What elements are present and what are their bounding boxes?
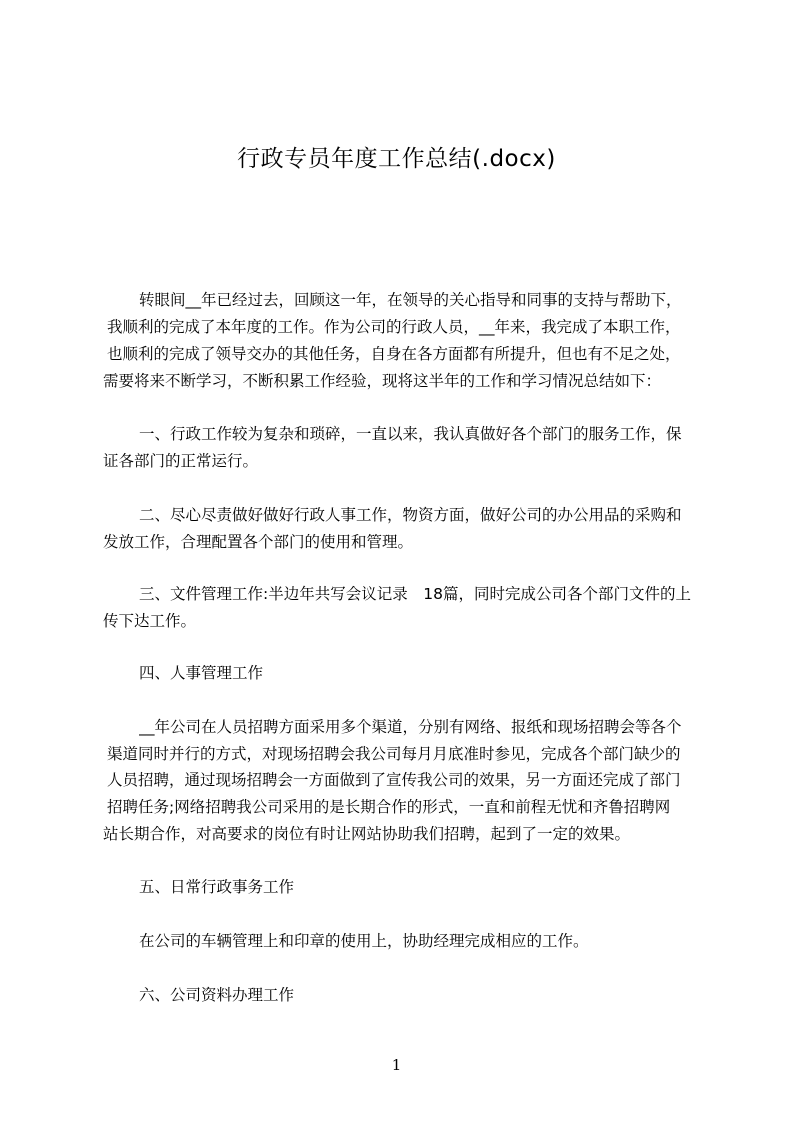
item3-line: 三、文件管理工作:半边年共写会议记录 18篇，同时完成公司各个部门文件的上: [139, 585, 691, 603]
item5-text: 在公司的车辆管理上和印章的使用上，协助经理完成相应的工作。: [139, 932, 589, 950]
item4-line: 人员招聘，通过现场招聘会一方面做到了宣传我公司的效果，另一方面还完成了部门: [107, 771, 681, 789]
document-title: 行政专员年度工作总结(.docx): [237, 146, 556, 172]
section-heading-6: 六、公司资料办理工作: [139, 986, 295, 1004]
item4-line: __年公司在人员招聘方面采用多个渠道，分别有网络、报纸和现场招聘会等各个: [139, 718, 682, 736]
item4-line: 渠道同时并行的方式，对现场招聘会我公司每月月底准时参见，完成各个部门缺少的: [107, 745, 681, 763]
item2-line: 发放工作，合理配置各个部门的使用和管理。: [103, 533, 414, 551]
page-number: 1: [391, 1056, 402, 1074]
intro-line: 我顺利的完成了本年度的工作。作为公司的行政人员，__年来，我完成了本职工作，: [107, 318, 681, 336]
intro-line: 也顺利的完成了领导交办的其他任务，自身在各方面都有所提升，但也有不足之处，: [107, 345, 681, 363]
intro-line: 转眼间__年已经过去，回顾这一年，在领导的关心指导和同事的支持与帮助下，: [139, 291, 682, 309]
item1-line: 一、行政工作较为复杂和琐碎，一直以来，我认真做好各个部门的服务工作，保: [139, 425, 682, 443]
item4-line: 招聘任务;网络招聘我公司采用的是长期合作的形式，一直和前程无忧和齐鲁招聘网: [107, 798, 671, 816]
intro-line: 需要将来不断学习，不断积累工作经验，现将这半年的工作和学习情况总结如下：: [103, 372, 662, 390]
item2-line: 二、尽心尽责做好做好行政人事工作，物资方面，做好公司的办公用品的采购和: [139, 506, 682, 524]
section-heading-5: 五、日常行政事务工作: [139, 878, 295, 896]
item1-line: 证各部门的正常运行。: [103, 452, 259, 470]
item3-line: 传下达工作。: [103, 612, 197, 630]
section-heading-4: 四、人事管理工作: [139, 664, 264, 682]
item4-line: 站长期合作，对高要求的岗位有时让网站协助我们招聘，起到了一定的效果。: [103, 825, 631, 843]
